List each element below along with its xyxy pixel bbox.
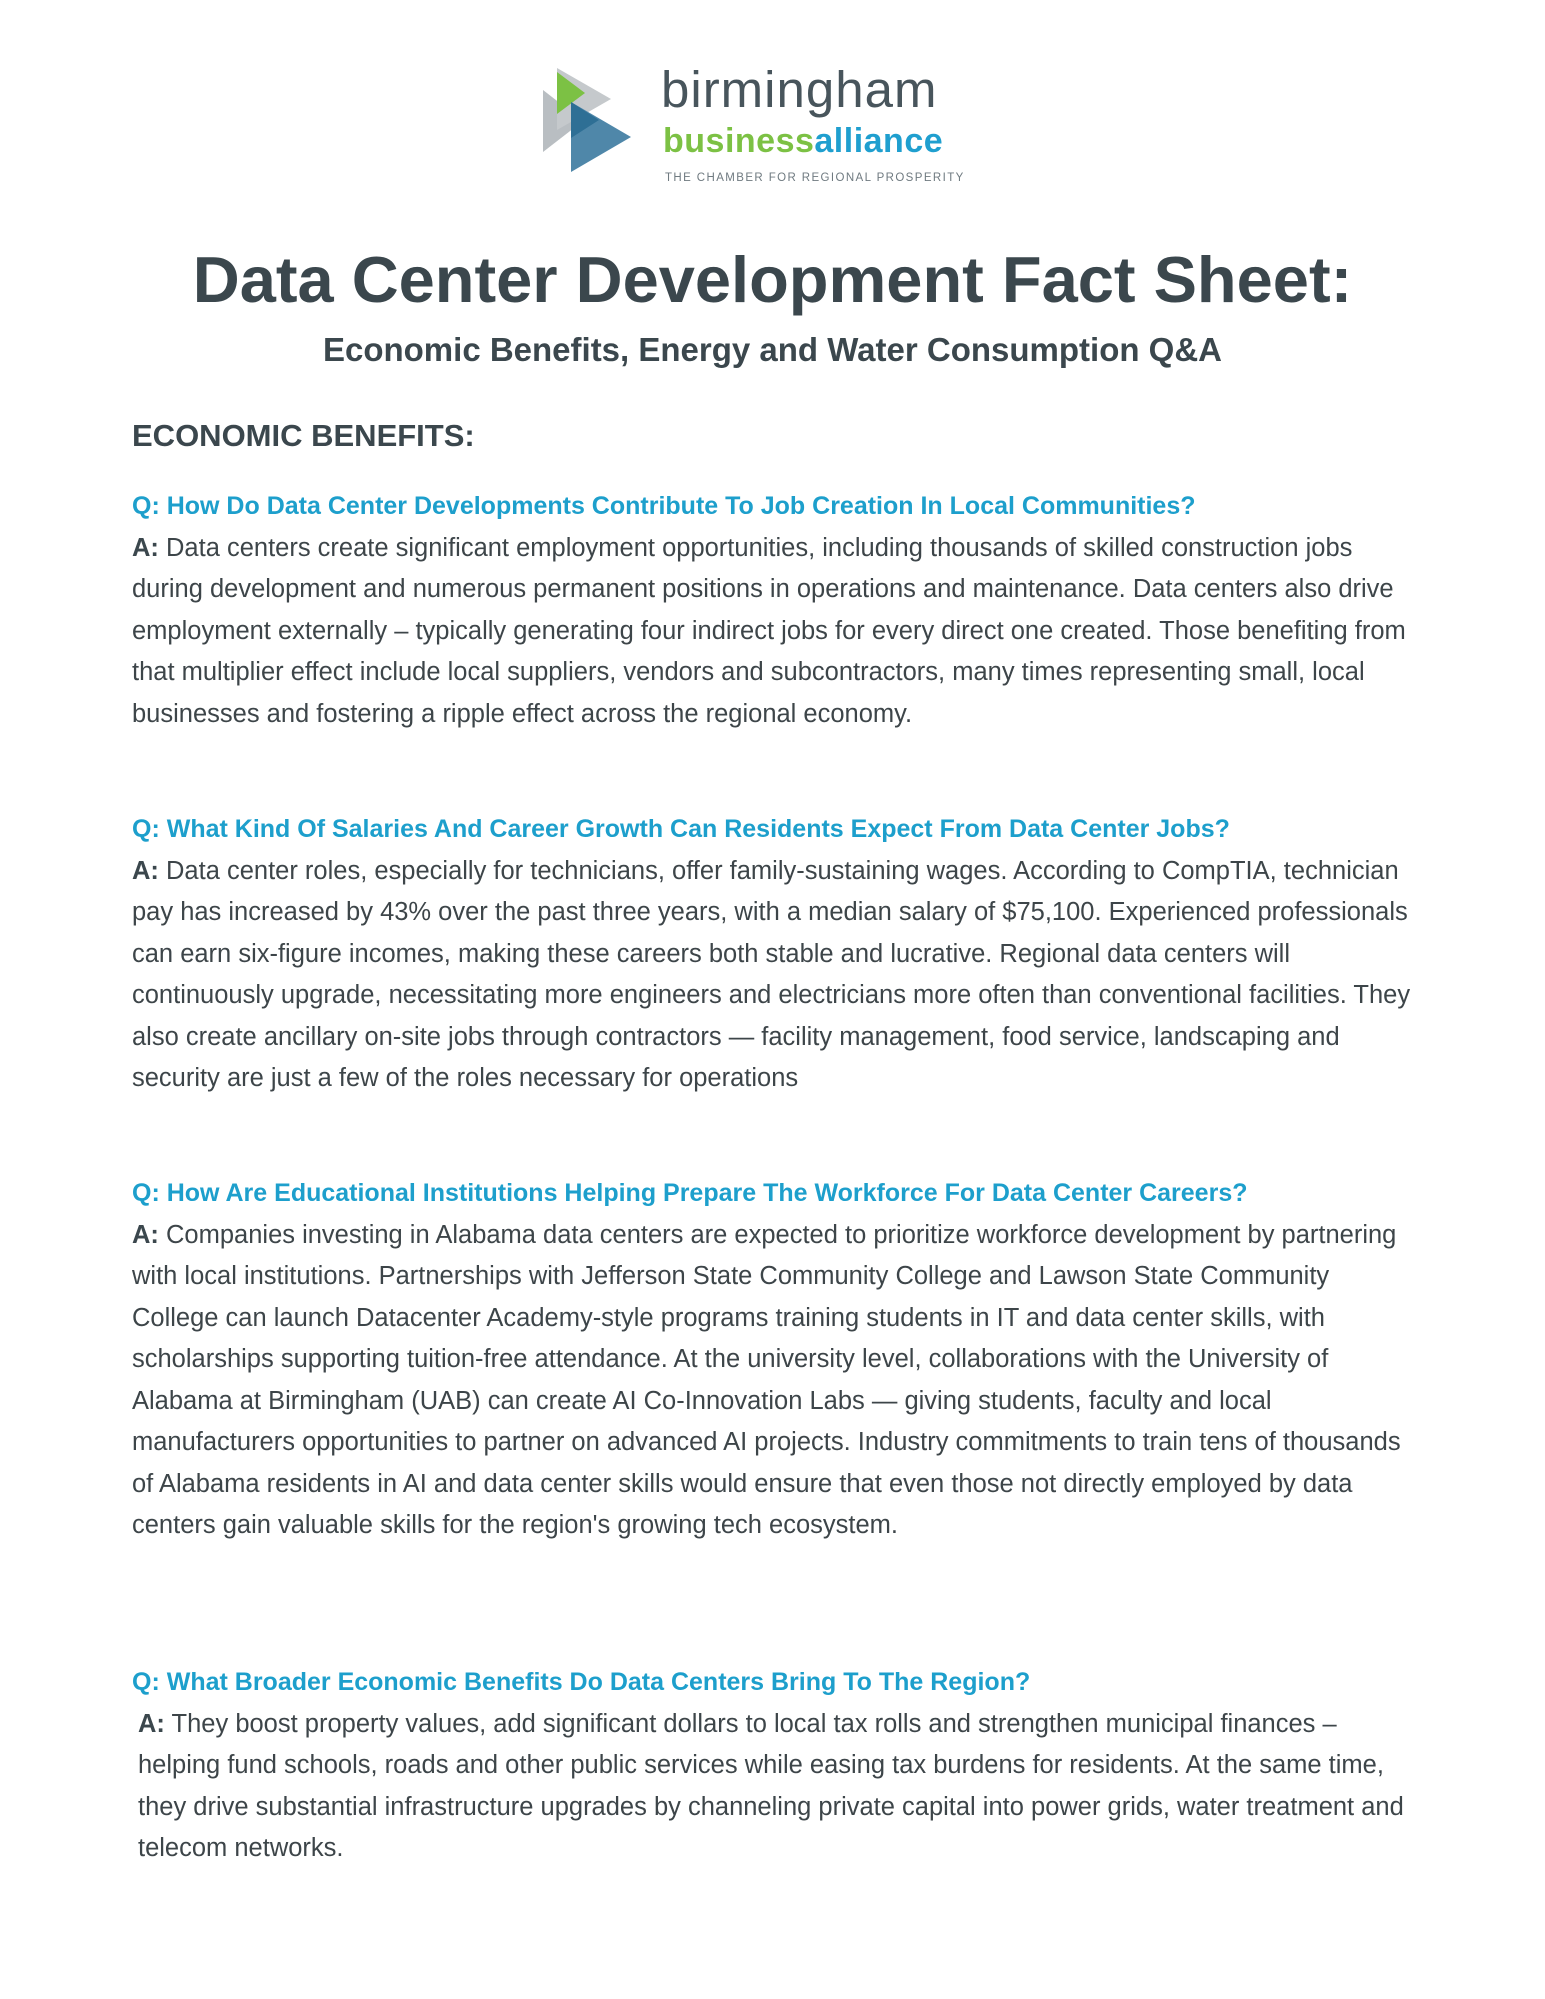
- answer: [132, 851, 1422, 1100]
- logo: [543, 61, 1003, 190]
- answer: [132, 528, 1422, 736]
- logo-sub-green: business: [663, 122, 815, 160]
- answer-label: A:: [138, 1709, 165, 1738]
- answer-text: They boost property values, add significant dollars to local tax rolls and strengthen municipal finances – helping fund schools, roads and other public services while easing tax burdens for residents. At the same time, they drive substantial infrastructure upgrades by channeling private capital into power grids, water treatment and telecom networks.: [138, 1709, 1404, 1863]
- section-heading: ECONOMIC BENEFITS:: [132, 418, 475, 453]
- qa-item: [132, 1177, 1422, 1547]
- answer: [132, 1704, 1422, 1870]
- question: Q: How Are Educational Institutions Helping Prepare The Workforce For Data Center Careers?: [132, 1179, 1248, 1207]
- answer-text: Data center roles, especially for technicians, offer family-sustaining wages. According to CompTIA, technician pay has increased by 43% over the past three years, with a median salary of $75,100. Experienced professionals can earn six-figure incomes, making these careers both stable and lucrative. Regional data centers will continuously upgrade, necessitating more engineers and electricians more often than conventional facilities. They also create ancillary on-site jobs through contractors — facility management, food service, landscaping and security are just a few of the roles necessary for operations: [132, 856, 1411, 1093]
- logo-sub-blue: alliance: [814, 122, 944, 160]
- logo-tagline: THE CHAMBER FOR REGIONAL PROSPERITY: [665, 172, 965, 184]
- logo-name: birmingham: [661, 61, 938, 118]
- answer-text: Companies investing in Alabama data centers are expected to prioritize workforce development by partnering with local institutions. Partnerships with Jefferson State Community College and Lawson State Community College can launch Datacenter Academy-style programs training students in IT and data center skills, with scholarships supporting tuition-free attendance. At the university level, collaborations with the University of Alabama at Birmingham (UAB) can create AI Co-Innovation Labs — giving students, faculty and local manufacturers opportunities to partner on advanced AI projects. Industry commitments to train tens of thousands of Alabama residents in AI and data center skills would ensure that even those not directly employed by data centers gain valuable skills for the region's growing tech ecosystem.: [132, 1220, 1401, 1540]
- question: Q: How Do Data Center Developments Contribute To Job Creation In Local Communities?: [132, 492, 1196, 520]
- answer-label: A:: [132, 856, 159, 885]
- logo-triangles-icon: [543, 68, 655, 172]
- qa-item: [132, 1666, 1422, 1870]
- qa-item: [132, 490, 1422, 735]
- page-subtitle: Economic Benefits, Energy and Water Consumption Q&A: [322, 331, 1223, 368]
- qa-item: [132, 813, 1422, 1100]
- answer-label: A:: [132, 1220, 159, 1249]
- answer-label: A:: [132, 533, 159, 562]
- question: Q: What Broader Economic Benefits Do Data Centers Bring To The Region?: [132, 1668, 1031, 1696]
- answer: [132, 1215, 1422, 1547]
- answer-text: Data centers create significant employment opportunities, including thousands of skilled construction jobs during development and numerous permanent positions in operations and maintenance. Data centers also drive employment externally – typically generating four indirect jobs for every direct one created. Those benefiting from that multiplier effect include local suppliers, vendors and subcontractors, many times representing small, local businesses and fostering a ripple effect across the regional economy.: [132, 533, 1406, 728]
- question: Q: What Kind Of Salaries And Career Growth Can Residents Expect From Data Center Jobs?: [132, 815, 1230, 843]
- logo-subname: [663, 124, 943, 158]
- page-title: Data Center Development Fact Sheet:: [192, 243, 1353, 316]
